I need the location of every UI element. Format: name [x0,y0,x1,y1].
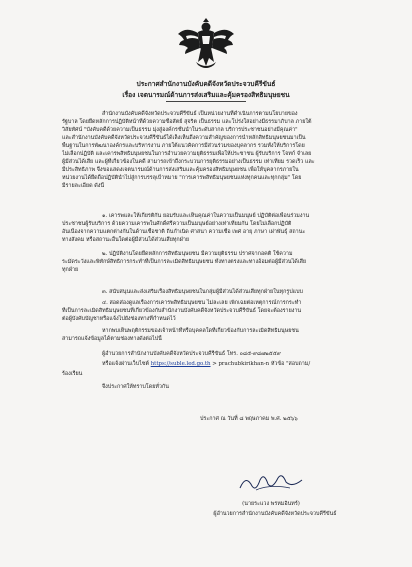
item-line: ๔. สอดส่องดูแลเรื่องการเคารพสิทธิมนุษยชน ไม่ละเลย เพิกเฉยต่อเหตุการณ์การกระทำ [102,300,302,306]
complaint-website-link[interactable]: https://suble.led.go.th [150,361,211,367]
garuda-emblem-icon [176,18,236,70]
item-4-paragraph [62,299,364,323]
signatory-name: (นายระแวง พรหมอินทร์) [242,501,300,507]
item-line: ทางสังคม หรือสถานะอื่นใดต่อผู้มีส่วนได้ส่วนเสียทุกฝ่าย [62,237,190,243]
item-line: ๓. สนับสนุนและส่งเสริมเรื่องสิทธิมนุษยชนในกลุ่มผู้มีส่วนได้ส่วนเสียทุกฝ่ายในทุกรูปแบบ [102,289,303,295]
contact-phone: ผู้อำนวยการสำนักงานบังคับคดีจังหวัดประจวบคีรีขันธ์ โทร. ๐๘๕-๙๘๗๒๕๕๙ [102,351,281,357]
item-line: ที่เป็นการละเมิดสิทธิมนุษยชนที่เกี่ยวข้องกับสำนักงานบังคับคดีจังหวัดประจวบคีรีขันธ์ โดยจะต้องรายงาน [62,308,302,314]
intro-line: สำนักงานบังคับคดีจังหวัดประจวบคีรีขันธ์ เป็นหน่วยงานที่ดำเนินการตามนโยบายของ [102,111,298,117]
item-line: ๒. ปฏิบัติงานโดยยึดหลักการสิทธิมนุษยชน มีความยุติธรรม ปราศจากอคติ ใช้ความ [102,251,293,257]
item-3-paragraph [62,288,364,296]
contact-web-line [102,360,310,368]
signatory-position: ผู้อำนวยการสำนักงานบังคับคดีจังหวัดประจวบคีรีขันธ์ [213,511,337,517]
closing-statement: จึงประกาศให้ทราบโดยทั่วกัน [102,384,169,390]
intro-line: ผู้มีส่วนได้เสีย และผู้ที่เกี่ยวข้องในคดี สามารถเข้าถึงกระบวนการยุติธรรมอย่างเป็นธรรม เท่าเทียม รวดเร็ว และ [62,159,315,165]
intro-line: พื้นฐานในการพัฒนาองค์กรและบริหารงาน ภายใต้แนวคิดการมีส่วนร่วมของบุคลากร รวมทั้งให้บริการโดย [62,143,305,149]
intro-line: หน่วยงานได้ยึดถือปฏิบัตินำไปสู่การบรรลุเป้าหมาย "การเคารพสิทธิมนุษยชนแห่งทุกคนและทุกกลุ่ม" โดย [62,175,302,181]
intro-line: วิสัยทัศน์ "บังคับคดีด้วยความเป็นธรรม มุ่งสู่องค์กรชั้นนำในระดับสากล บริการประชาชนอย่างมีคุณค่า" [62,127,298,133]
intro-line: และสำนักงานบังคับคดีจังหวัดประจวบคีรีขันธ์ได้เล็งเห็นถึงความสำคัญของการนำหลักสิทธิมนุษยชนมาเป็น [62,135,306,141]
announcement-title: ประกาศสำนักงานบังคับคดีจังหวัดประจวบคีรีขันธ์ [136,80,276,88]
announcement-date: ประกาศ ณ วันที่ ๘ พฤษภาคม พ.ศ. ๒๕๖๖ [200,416,298,422]
intro-line: มีประสิทธิภาพ จึงขอแสดงเจตนารมณ์ด้านการส่งเสริมและคุ้มครองสิทธิมนุษยชน เพื่อให้บุคลากรภายใน [62,167,299,173]
intro-paragraph [62,110,364,190]
item-line: ๑. เคารพและให้เกียรติกัน ยอมรับและเห็นคุณค่าในความเป็นมนุษย์ ปฏิบัติต่อเพื่อนร่วมงาน [102,213,310,219]
item-1-paragraph [62,212,364,244]
item-line: ระมัดระวังและพิทักษ์สิทธิการกระทำที่เป็นการละเมิดสิทธิมนุษยชน ทั้งทางตรงและทางอ้อมต่อผู้มีส่วนได้เสีย [62,259,307,265]
item-line: ประชาชนผู้รับบริการ ด้วยความเคารพในศักดิ์ศรีความเป็นมนุษย์อย่างเท่าเทียมกัน โดยไม่เลือกปฏิบัติ [62,221,292,227]
item-line: ทุกฝ่าย [62,267,79,273]
signature-icon [236,472,306,494]
report-line: สามารถแจ้งข้อมูลได้ตามช่องทางดังต่อไปนี้ [62,336,162,342]
item-2-paragraph [62,250,364,274]
title-divider [166,101,246,102]
report-line: หากพบเห็นพฤติกรรมของเจ้าหน้าที่หรือบุคคลใดที่เกี่ยวข้องกับการละเมิดสิทธิมนุษยชน [102,328,299,334]
contact-web-suffix: > prachubkirikhan-n หัวข้อ "สอบถาม/ [212,361,311,367]
item-line: ต่อผู้บังคับบัญชาหรือแจ้งไปยังช่องทางที่กำหนดไว้ [62,316,176,322]
intro-line: รัฐบาล โดยยึดหลักการปฏิบัติหน้าที่ด้วยความซื่อสัตย์ สุจริต เป็นธรรม และโปร่งใสอย่างมีธรรมาภิบาล ภายใต้ [62,119,312,125]
intro-line: มีรายละเอียด ดังนี้ [62,183,105,189]
item-line: อันเนื่องจากความแตกต่างกันในด้านเชื้อชาติ ถิ่นกำเนิด ศาสนา ความเชื่อ เพศ อายุ ภาษา เผ่าพันธุ์ สถานะ [62,229,306,235]
contact-web-prefix: หรือแจ้งผ่านเว็บไซต์ [102,361,149,367]
announcement-subject: เรื่อง เจตนารมณ์ด้านการส่งเสริมและคุ้มครองสิทธิมนุษยชน [122,91,290,99]
intro-line: ไม่เลือกปฏิบัติ และเคารพสิทธิมนุษยชนในการอำนวยความยุติธรรมเพื่อให้ประชาชน ผู้รับบริการ โจทก์ จำเลย [62,151,312,157]
contact-web-line-2: ร้องเรียน [62,371,83,377]
report-paragraph [62,327,364,343]
